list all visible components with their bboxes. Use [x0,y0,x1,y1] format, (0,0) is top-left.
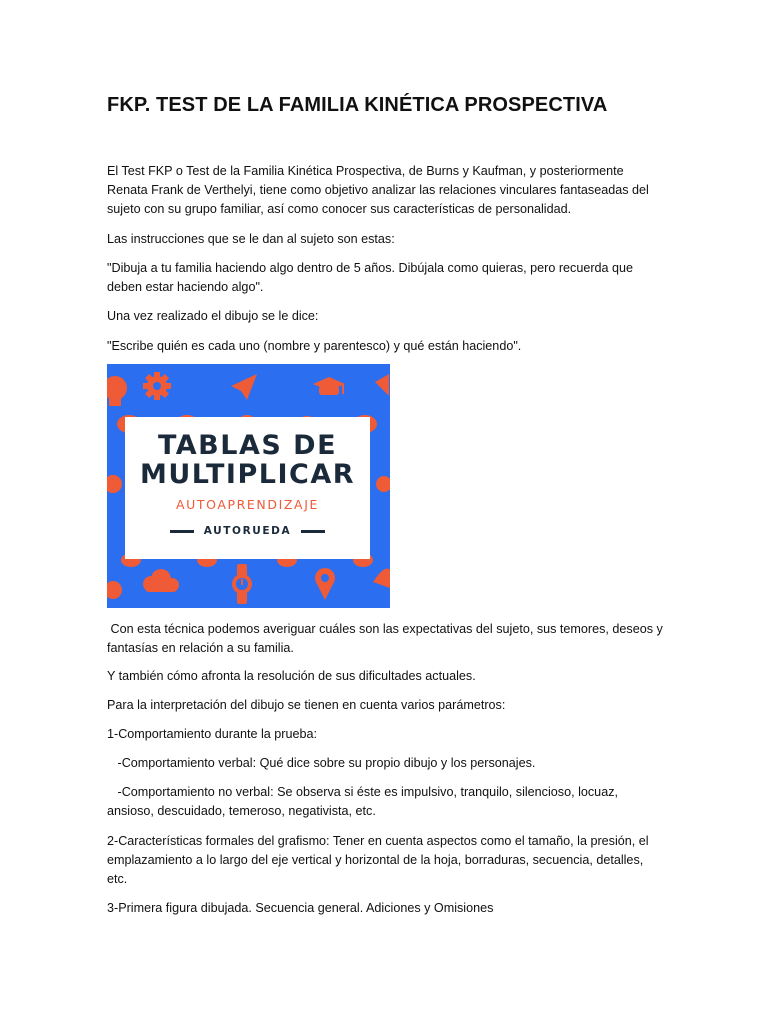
item-3-text: 3-Primera figura dibujada. Secuencia general. Adiciones y Omisiones [107,901,494,915]
graduation-cap-icon [313,377,345,395]
multiplication-tables-banner [107,364,390,608]
location-pin-icon [376,476,390,492]
intro-line: sujeto con su grupo familiar, así como conocer sus características de personalidad. [107,202,572,216]
naming-quote: "Escribe quién es cada uno (nombre y parentesco) y qué están haciendo". [107,339,522,353]
gear-icon [107,475,122,493]
item-1-heading: 1-Comportamiento durante la prueba: [107,727,318,741]
technique-line: Con esta técnica podemos averiguar cuáles son las expectativas del sujeto, sus temores, deseos y [107,622,663,636]
after-drawing-text: Una vez realizado el dibujo se le dice: [107,309,319,323]
instructions-intro: Las instrucciones que se le dan al sujeto son estas: [107,232,395,246]
item-2-line: etc. [107,872,128,886]
banner-subtitle: AUTOAPRENDIZAJE [176,497,319,512]
parameters-intro: Para la interpretación del dibujo se tienen en cuenta varios parámetros: [107,698,506,712]
banner-title-line1: TABLAS DE [157,430,338,461]
umbrella-icon [373,569,390,589]
intro-line: Renata Frank de Verthelyi, tiene como objetivo analizar las relaciones vinculares fantaseadas del [107,183,649,197]
nonverbal-line: ansioso, descuidado, temeroso, negativista, etc. [107,804,376,818]
lightbulb-icon [107,376,127,406]
technique-line: fantasías en relación a su familia. [107,641,294,655]
cloud-icon [143,569,179,592]
gear-icon [143,372,171,400]
quote-line: "Dibuja a tu familia haciendo algo dentro de 5 años. Dibújala como quieras, pero recuerda que [107,261,634,275]
triangle-icon [375,374,389,396]
intro-paragraph [107,162,667,219]
item-1-verbal: -Comportamiento verbal: Qué dice sobre su propio dibujo y los personajes. [107,756,536,770]
item-1-nonverbal [107,783,667,821]
item-2-line: 2-Características formales del grafismo: Tener en cuenta aspectos como el tamaño, la presión, el [107,834,649,848]
brand-dash-right [301,530,325,533]
banner-brand: AUTORUEDA [203,525,292,537]
banner-card [125,417,370,559]
banner-brand-row [125,525,370,537]
instruction-quote [107,259,667,297]
item-2-paragraph [107,832,667,889]
location-pin-icon [315,568,335,600]
intro-line: El Test FKP o Test de la Familia Kinética Prospectiva, de Burns y Kaufman, y posteriormente [107,164,624,178]
brand-dash-left [170,530,194,533]
paper-plane-icon [231,374,257,400]
technique-paragraph [107,620,667,658]
page-title: FKP. TEST DE LA FAMILIA KINÉTICA PROSPECTIVA [107,94,608,116]
lightbulb-icon [107,581,122,599]
item-2-line: emplazamiento a lo largo del eje vertical y horizontal de la hoja, borraduras, secuencia, detalles, [107,853,644,867]
difficulties-text: Y también cómo afronta la resolución de sus dificultades actuales. [107,669,476,683]
banner-title-line2: MULTIPLICAR [139,459,356,490]
nonverbal-line: -Comportamiento no verbal: Se observa si éste es impulsivo, tranquilo, silencioso, locuaz, [107,785,618,799]
quote-line: deben estar haciendo algo". [107,280,264,294]
watch-icon [232,564,252,604]
